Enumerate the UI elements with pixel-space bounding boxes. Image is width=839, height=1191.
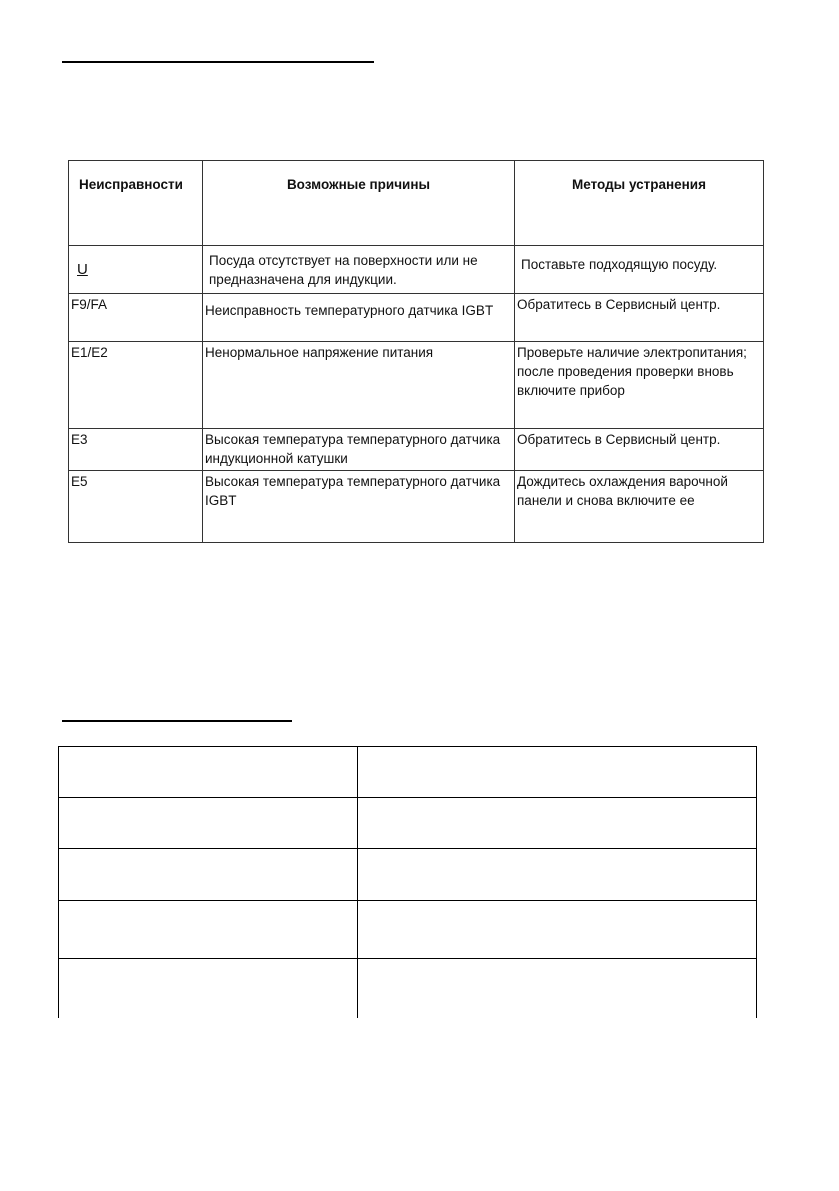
fault-code: E1/E2	[69, 342, 203, 429]
table-row	[69, 429, 764, 471]
table-cell	[59, 798, 358, 849]
table-cell	[358, 747, 757, 798]
table-row	[69, 294, 764, 342]
fault-remedy: Обратитесь в Сервисный центр.	[515, 429, 764, 471]
table-row	[69, 342, 764, 429]
fault-cause: Ненормальное напряжение питания	[203, 342, 515, 429]
table-header-row	[69, 161, 764, 246]
header-remedies: Методы устранения	[515, 161, 764, 246]
table-row	[69, 471, 764, 543]
fault-code: E3	[69, 429, 203, 471]
table-cell	[59, 901, 358, 959]
table-row	[59, 747, 757, 798]
fault-cause: Неисправность температурного датчика IGBT	[203, 294, 515, 342]
header-causes: Возможные причины	[203, 161, 515, 246]
table-row	[69, 246, 764, 294]
fault-remedy: Проверьте наличие электропитания; после проведения проверки вновь включите прибор	[515, 342, 764, 429]
table-cell	[59, 747, 358, 798]
fault-cause: Посуда отсутствует на поверхности или не предназначена для индукции.	[203, 246, 515, 294]
section-title-underline-2	[62, 720, 292, 722]
fault-code: E5	[69, 471, 203, 543]
table-cell	[358, 849, 757, 901]
fault-code: U	[69, 246, 203, 294]
header-faults: Неисправности	[69, 161, 203, 246]
table-row	[59, 849, 757, 901]
table-row	[59, 798, 757, 849]
fault-remedy: Дождитесь охлаждения варочной панели и снова включите ее	[515, 471, 764, 543]
fault-cause: Высокая температура температурного датчика индукционной катушки	[203, 429, 515, 471]
table-row	[59, 901, 757, 959]
fault-remedy: Поставьте подходящую посуду.	[515, 246, 764, 294]
empty-table	[58, 746, 757, 1029]
page-cutoff	[0, 1018, 839, 1191]
table-cell	[59, 849, 358, 901]
table-cell	[358, 798, 757, 849]
table-cell	[358, 901, 757, 959]
fault-code: F9/FA	[69, 294, 203, 342]
fault-remedy: Обратитесь в Сервисный центр.	[515, 294, 764, 342]
troubleshooting-table	[68, 160, 764, 543]
section-title-underline	[62, 61, 374, 63]
fault-cause: Высокая температура температурного датчика IGBT	[203, 471, 515, 543]
